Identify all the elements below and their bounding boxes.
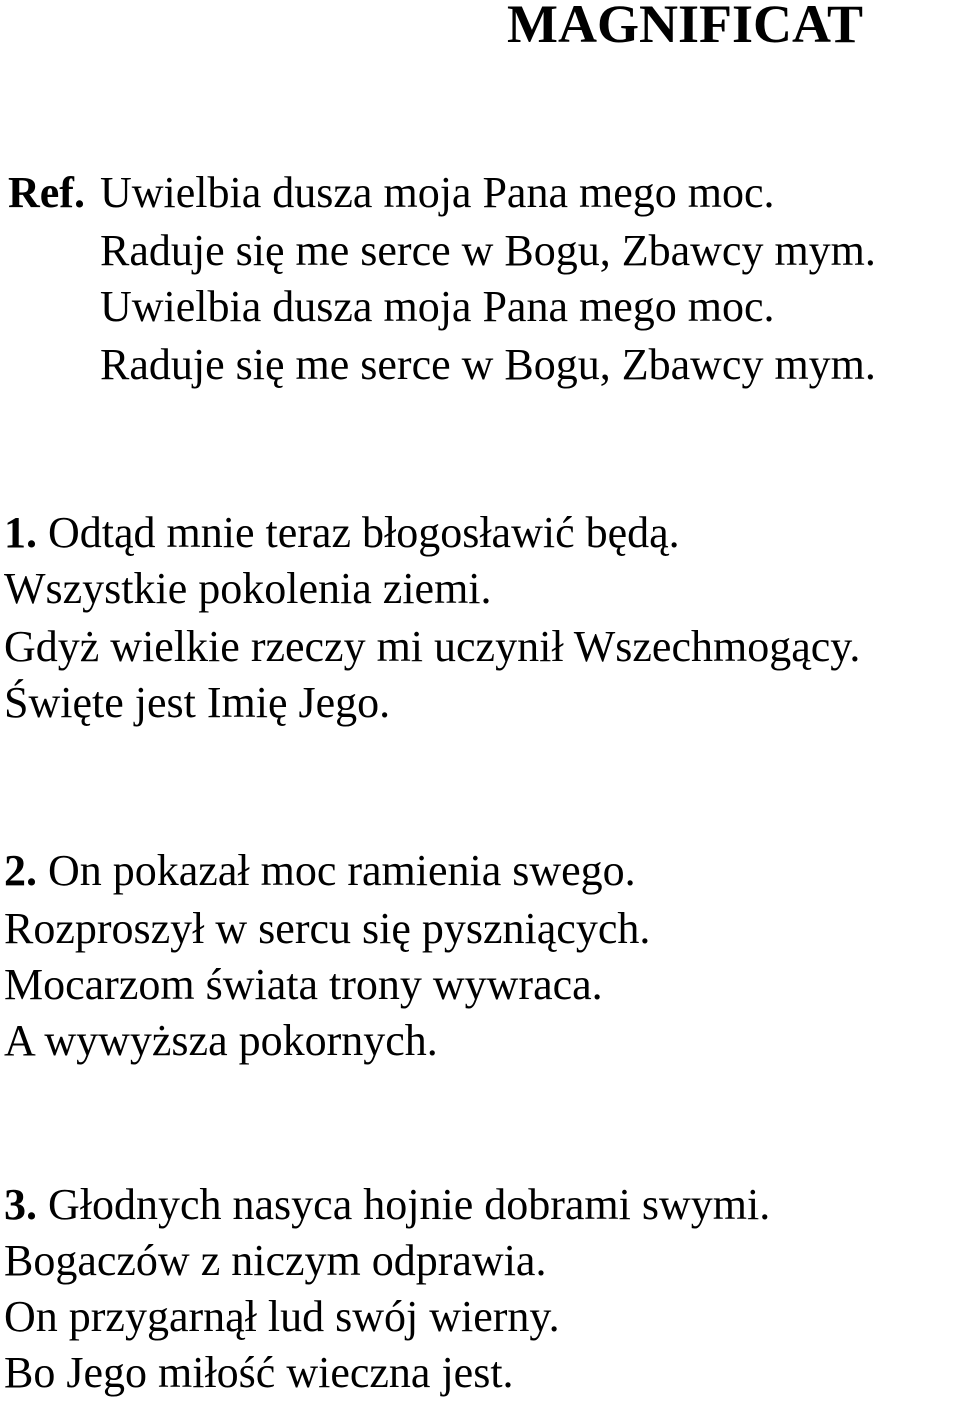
verse-number: 3. xyxy=(4,1180,37,1229)
verse-number: 2. xyxy=(4,846,37,895)
verse-line: Święte jest Imię Jego. xyxy=(4,678,391,727)
verse-line: Rozproszył w sercu się pyszniących. xyxy=(4,904,651,953)
refrain-line: Raduje się me serce w Bogu, Zbawcy mym. xyxy=(100,340,876,389)
refrain-label: Ref. xyxy=(8,168,85,217)
verse-line: Gdyż wielkie rzeczy mi uczynił Wszechmogący. xyxy=(4,622,861,671)
verse-text: Odtąd mnie teraz błogosławić będą. xyxy=(48,508,680,557)
verse-line xyxy=(4,846,636,896)
verse-text: On pokazał moc ramienia swego. xyxy=(48,846,636,895)
verse-number: 1. xyxy=(4,508,37,557)
verse-line: Wszystkie pokolenia ziemi. xyxy=(4,564,492,613)
refrain-line: Uwielbia dusza moja Pana mego moc. xyxy=(100,168,775,217)
page-title: MAGNIFICAT xyxy=(507,0,863,54)
verse-line: Bogaczów z niczym odprawia. xyxy=(4,1236,547,1285)
verse-line: Bo Jego miłość wieczna jest. xyxy=(4,1348,514,1397)
verse-line xyxy=(4,1180,770,1230)
verse-text: Głodnych nasyca hojnie dobrami swymi. xyxy=(48,1180,771,1229)
verse-line xyxy=(4,508,680,558)
refrain-line: Raduje się me serce w Bogu, Zbawcy mym. xyxy=(100,226,876,275)
refrain-line: Uwielbia dusza moja Pana mego moc. xyxy=(100,282,775,331)
verse-line: On przygarnął lud swój wierny. xyxy=(4,1292,560,1341)
verse-line: A wywyższa pokornych. xyxy=(4,1016,438,1065)
verse-line: Mocarzom świata trony wywraca. xyxy=(4,960,603,1009)
